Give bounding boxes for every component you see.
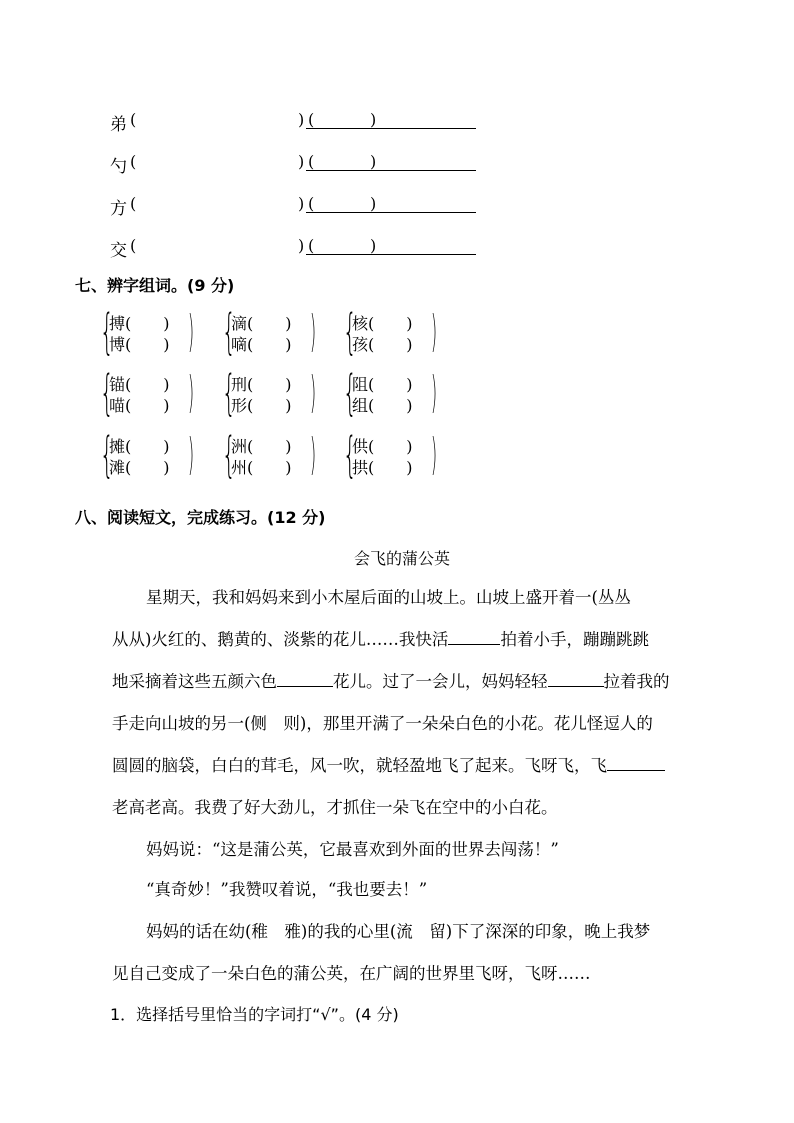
char-line-b [352,335,413,355]
answer-paren[interactable]: ( ) [247,437,292,456]
paren-open: ( [130,236,137,255]
compare-group [100,427,220,487]
answer-blank[interactable] [378,170,476,171]
paren-close: ) [298,110,305,129]
text-seg: 从从)火红的、鹅黄的、淡紫的花儿……我快活 [112,630,449,649]
answer-paren[interactable]: ( ) [125,375,170,394]
answer-paren[interactable]: ( ) [247,314,292,333]
question-1: 1．选择括号里恰当的字词打“√”。(4 分) [110,1005,399,1024]
para-1-line-2 [112,626,649,650]
compare-group [343,304,463,364]
char-line-a [352,437,413,457]
char-line-a [352,314,413,334]
char-line-a [231,375,292,395]
answer-paren[interactable]: ( ) [247,335,292,354]
right-paren: ) [310,306,317,357]
compare-group [343,427,463,487]
answer-paren[interactable]: ( ) [125,335,170,354]
left-brace: { [343,427,357,483]
left-brace: { [100,304,114,360]
paren-open-2: ( [308,152,315,171]
compare-group [100,365,220,425]
para-1-line-3 [112,668,670,692]
char-b: 组 [352,396,369,415]
char-line-a [231,437,292,457]
answer-paren[interactable]: ( ) [368,335,413,354]
paren-close-2: ) [370,194,377,213]
answer-paren[interactable]: ( ) [125,314,170,333]
right-paren: ) [188,306,195,357]
section-7-heading: 七、辨字组词。(9 分) [75,276,235,295]
answer-paren[interactable]: ( ) [247,375,292,394]
answer-paren[interactable]: ( ) [368,314,413,333]
char-a: 锚 [109,375,126,394]
char-b: 博 [109,335,126,354]
paren-open: ( [130,152,137,171]
char-line-a [231,314,292,334]
paren-open-2: ( [308,110,315,129]
char-b: 喵 [109,396,126,415]
passage-title: 会飞的蒲公英 [354,549,451,568]
text-seg: 花儿。过了一会儿，妈妈轻轻 [333,672,548,691]
row-char: 方 [110,199,127,219]
text-seg: 圆圆的脑袋，白白的茸毛，风一吹，就轻盈地飞了起来。飞呀飞，飞 [112,756,607,775]
char-a: 洲 [231,437,248,456]
para-4-line-1: 妈妈的话在幼(稚 雅)的我的心里(流 留)下了深深的印象，晚上我梦 [146,922,651,941]
right-paren: ) [431,306,438,357]
paren-close-2: ) [370,110,377,129]
compare-group [222,427,342,487]
para-3: “真奇妙！”我赞叹着说，“我也要去！” [146,880,428,899]
right-paren: ) [431,429,438,480]
compare-group [222,365,342,425]
right-paren: ) [310,429,317,480]
word-row-1 [110,110,490,134]
section-8-heading: 八、阅读短文，完成练习。(12 分) [75,508,326,527]
paren-open-2: ( [308,236,315,255]
answer-blank[interactable] [378,254,476,255]
para-1-line-5 [112,752,665,776]
char-line-a [109,437,170,457]
compare-group [343,365,463,425]
answer-blank[interactable] [378,128,476,129]
para-2: 妈妈说：“这是蒲公英，它最喜欢到外面的世界去闯荡！” [146,840,559,859]
para-1-line-6: 老高老高。我费了好大劲儿，才抓住一朵飞在空中的小白花。 [112,798,558,817]
char-b: 孩 [352,335,369,354]
answer-paren[interactable]: ( ) [125,396,170,415]
paren-open: ( [130,194,137,213]
answer-paren[interactable]: ( ) [125,458,170,477]
char-line-b [231,396,292,416]
row-char: 勺 [110,157,127,177]
char-a: 摊 [109,437,126,456]
answer-paren[interactable]: ( ) [247,396,292,415]
answer-paren[interactable]: ( ) [368,458,413,477]
left-brace: { [100,365,114,421]
paren-close-2: ) [370,236,377,255]
char-line-b [231,335,292,355]
answer-paren[interactable]: ( ) [368,396,413,415]
answer-paren[interactable]: ( ) [368,437,413,456]
word-row-4 [110,236,490,260]
char-line-a [352,375,413,395]
answer-blank[interactable] [378,212,476,213]
text-seg: 拉着我的 [603,672,670,691]
right-paren: ) [431,367,438,418]
left-brace: { [222,427,236,483]
char-b: 嘀 [231,335,248,354]
compare-group [222,304,342,364]
word-row-3 [110,194,490,218]
left-brace: { [343,304,357,360]
char-a: 滴 [231,314,248,333]
left-brace: { [343,365,357,421]
char-a: 供 [352,437,369,456]
para-4-line-2: 见自己变成了一朵白色的蒲公英，在广阔的世界里飞呀，飞呀…… [112,964,591,983]
char-line-b [352,458,413,478]
text-seg: 地采摘着这些五颜六色 [112,672,277,691]
left-brace: { [222,365,236,421]
answer-blank[interactable] [277,670,333,687]
char-line-b [231,458,292,478]
word-row-2 [110,152,490,176]
char-b: 州 [231,458,248,477]
paren-open-2: ( [308,194,315,213]
char-a: 刑 [231,375,248,394]
paren-close-2: ) [370,152,377,171]
char-line-b [352,396,413,416]
char-line-b [109,458,170,478]
paren-close: ) [298,194,305,213]
char-line-b [109,335,170,355]
para-1-line-1: 星期天，我和妈妈来到小木屋后面的山坡上。山坡上盛开着一(丛丛 [146,588,631,607]
answer-blank[interactable] [607,754,665,771]
text-seg: 拍着小手，蹦蹦跳跳 [500,630,649,649]
paren-close: ) [298,236,305,255]
paren-open: ( [130,110,137,129]
char-a: 阻 [352,375,369,394]
answer-blank[interactable] [548,670,604,687]
paren-close: ) [298,152,305,171]
left-brace: { [222,304,236,360]
left-brace: { [100,427,114,483]
char-a: 核 [352,314,369,333]
right-paren: ) [188,429,195,480]
answer-blank[interactable] [448,628,500,645]
char-line-b [109,396,170,416]
right-paren: ) [310,367,317,418]
right-paren: ) [188,367,195,418]
char-line-a [109,314,170,334]
para-1-line-4: 手走向山坡的另一(侧 则)，那里开满了一朵朵白色的小花。花儿怪逗人的 [112,714,653,733]
row-char: 交 [110,241,127,261]
answer-paren[interactable]: ( ) [125,437,170,456]
compare-group [100,304,220,364]
char-line-a [109,375,170,395]
char-b: 拱 [352,458,369,477]
char-a: 搏 [109,314,126,333]
char-b: 滩 [109,458,126,477]
answer-paren[interactable]: ( ) [247,458,292,477]
char-b: 形 [231,396,248,415]
row-char: 弟 [110,115,127,135]
answer-paren[interactable]: ( ) [368,375,413,394]
